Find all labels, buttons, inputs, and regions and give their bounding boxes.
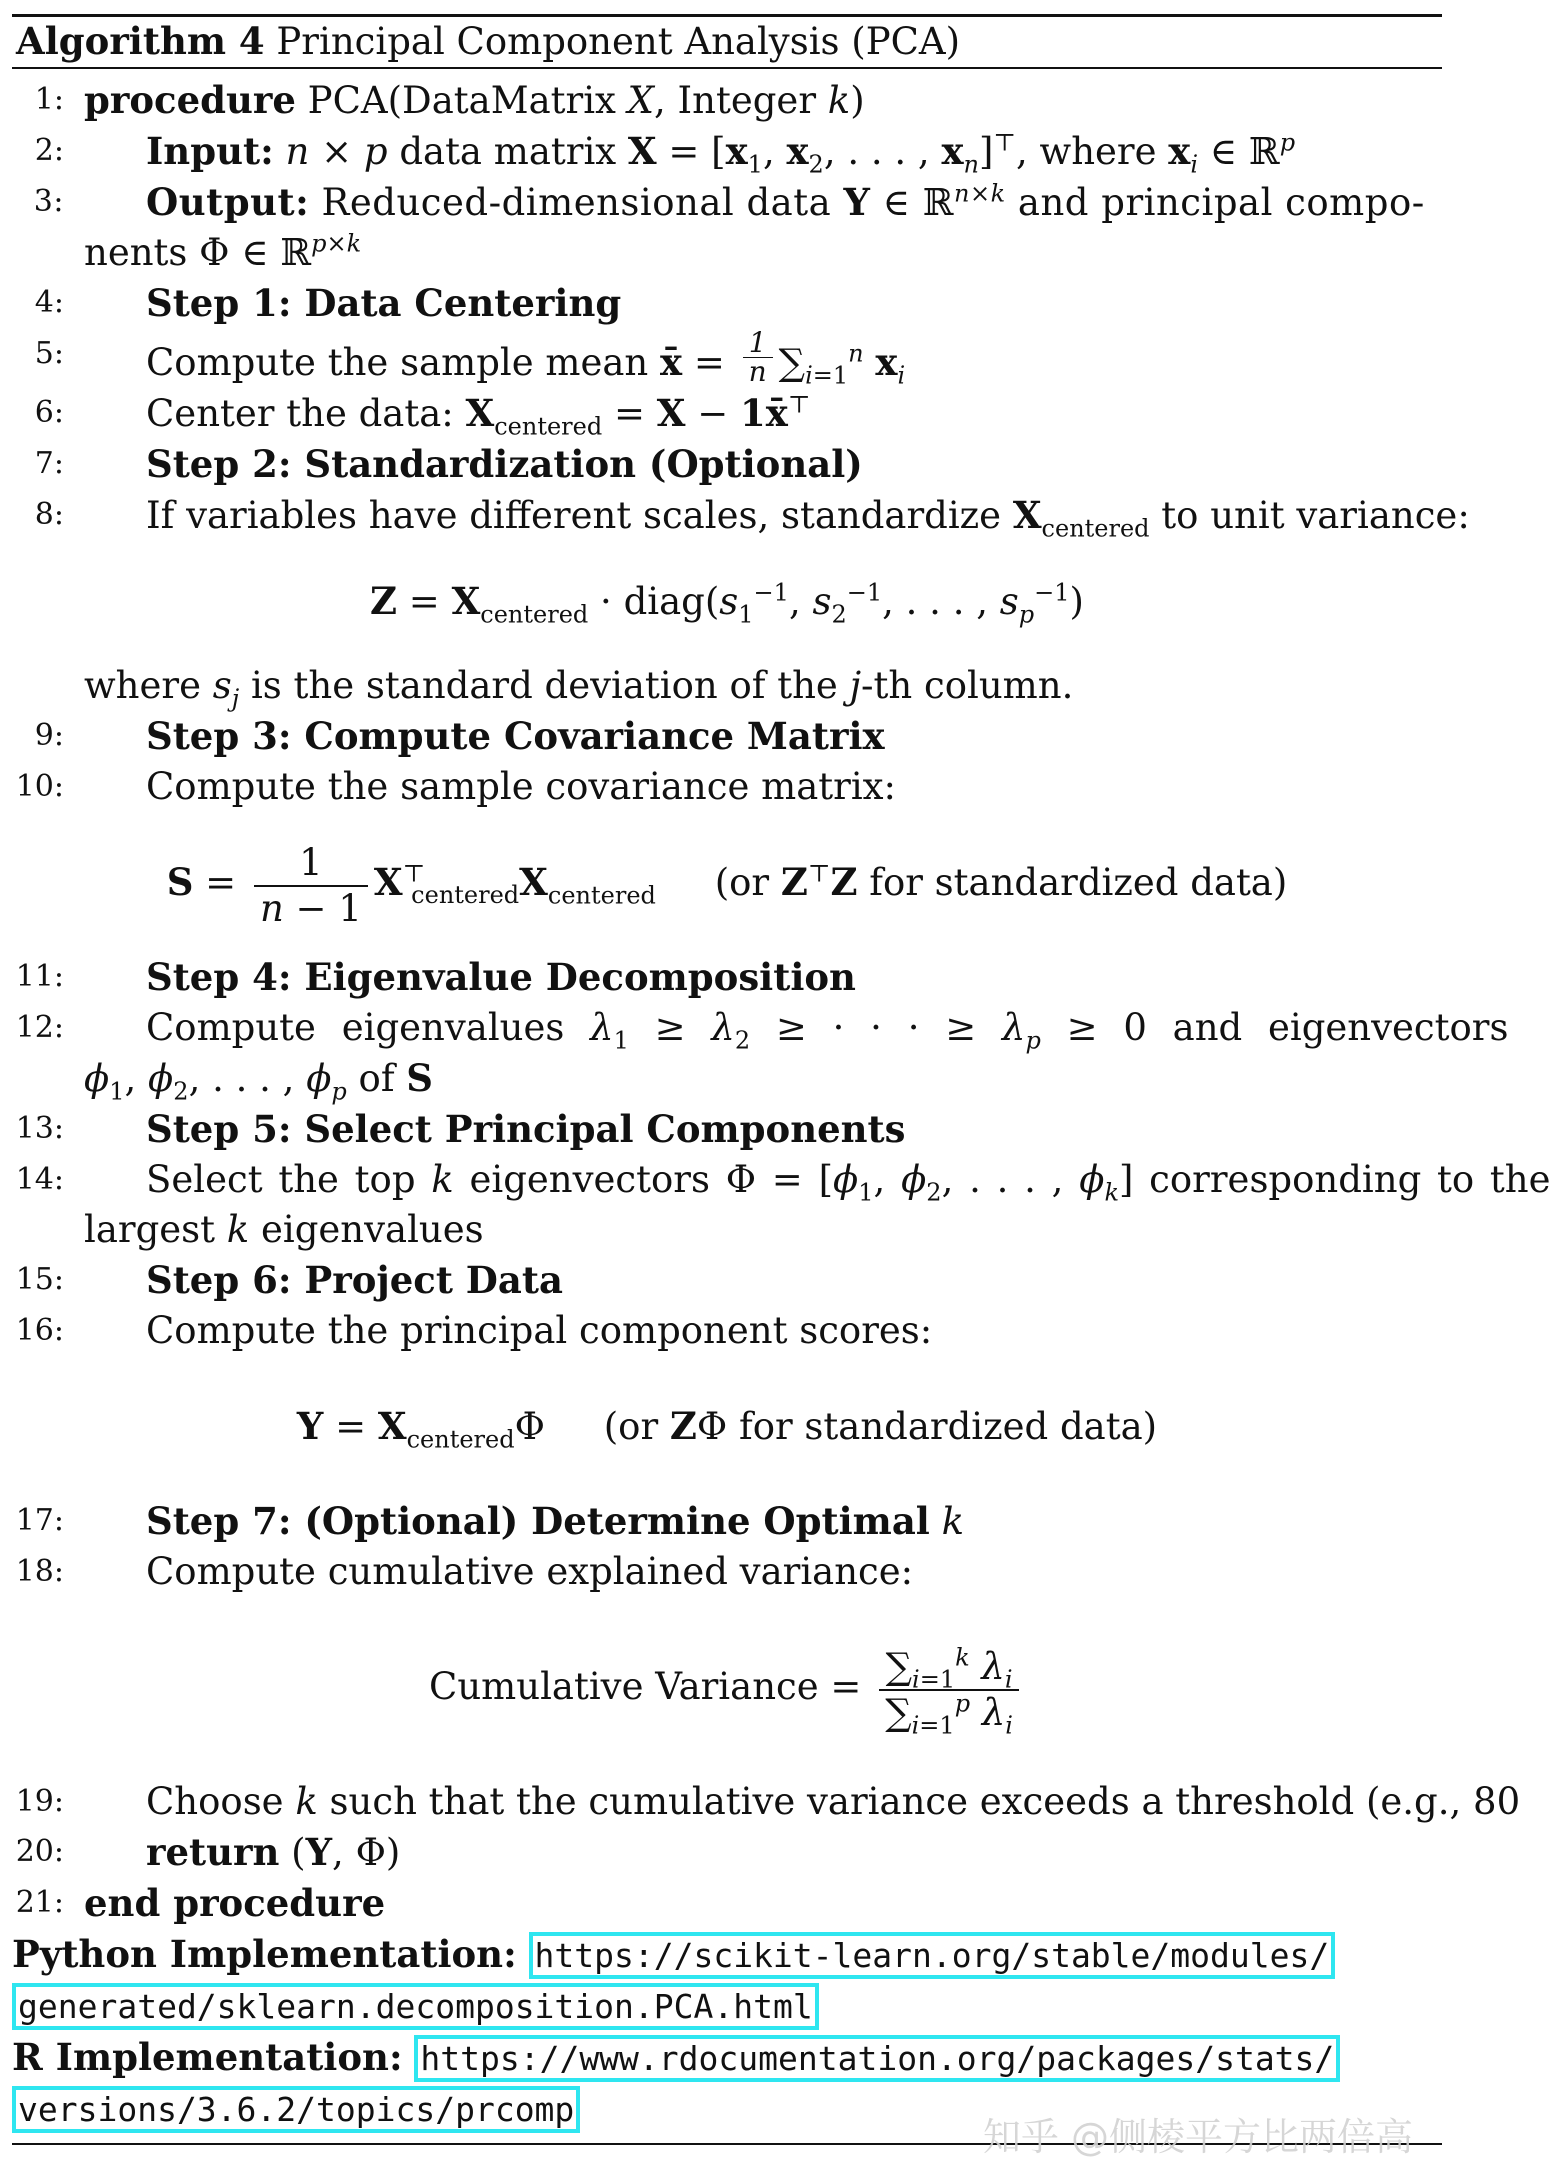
line-number: 21: [15, 1885, 64, 1920]
line-20: 20: return (Y, Φ) [12, 1827, 1442, 1878]
keyword-return: return [146, 1830, 280, 1874]
python-link-line2[interactable]: generated/sklearn.decomposition.PCA.html [12, 1983, 819, 2030]
equation-standardize: $Z = X_{centered}$ · $diag(s_1^{-1}$, $s_2^{-1}$, . . . , $s_p^{-1}$) [370, 578, 1084, 629]
line-17: 17: Step 7: (Optional) Determine Optimal k [12, 1496, 1442, 1547]
line-5: 5: Compute the sample mean x̄ = $\frac{1}{n}$ $\sum_{i=1}^n$ $x_i$ [12, 329, 1442, 388]
line-number: 15: [15, 1262, 64, 1297]
line-21 [12, 1878, 1442, 1929]
line-number: 2: [34, 133, 64, 168]
watermark: 知乎 @侧棱平方比两倍高 [982, 2115, 1413, 2159]
r-link-line1[interactable]: https://www.rdocumentation.org/packages/stats/ [414, 2035, 1340, 2082]
line-number: 7: [34, 446, 64, 481]
line-1: 1: procedure PCA(DataMatrix X, Integer k) [12, 75, 1442, 126]
line-12-cont: $\phi_1$, $\phi_2$, . . . , $\phi_p$ of S [84, 1056, 434, 1106]
line-12: 12: Compute eigenvalues $\lambda_1 \ge \lambda_2$ ≥ · · · ≥ $\lambda_p \ge 0$ and eigenvectors [12, 1003, 1442, 1053]
python-link-line1[interactable]: https://scikit-learn.org/stable/modules/ [529, 1932, 1336, 1979]
line-number: 10: [15, 769, 64, 804]
keyword-procedure: procedure [84, 78, 296, 122]
line-15: 15: Step 6: Project Data [12, 1255, 1442, 1306]
python-implementation-cont [12, 1981, 1442, 2032]
line-number: 18: [15, 1554, 64, 1589]
equation-cumulative-variance: Cumulative Variance = $\frac{\sum_{i=1}^k \lambda_i}{\sum_{i=1}^p \lambda_i}$ [12, 1597, 1442, 1777]
line-number: 5: [34, 336, 64, 371]
r-label: R Implementation: [12, 2035, 403, 2079]
line-9: 9: Step 3: Compute Covariance Matrix [12, 711, 1442, 762]
line-number: 3: [33, 184, 64, 219]
line-14-cont: largest k eigenvalues [84, 1208, 484, 1251]
line-19: 19: Choose k such that the cumulative variance exceeds a threshold (e.g., 80 [12, 1777, 1442, 1827]
algorithm-title: Principal Component Analysis (PCA) [276, 20, 961, 63]
scores-note: (or ZΦ for standardized data) [603, 1404, 1158, 1448]
line-number: 12: [15, 1010, 64, 1045]
line-16: 16: Compute the principal component scores: [12, 1306, 1442, 1356]
line-number: 17: [15, 1503, 64, 1538]
line-number: 1: [34, 82, 64, 117]
line-8: 8: If variables have different scales, standardize $X_{centered}$ to unit variance: [12, 490, 1442, 541]
equation-scores: $Y = X_{centered}\Phi$ (or ZΦ for standardized data) [296, 1404, 1158, 1454]
line-3-cont: nents Φ ∈ ℝ$^{p\times k}$ [84, 229, 362, 274]
keyword-input: Input: [146, 129, 274, 173]
algorithm-label: Algorithm 4 [16, 19, 265, 63]
r-implementation [12, 2032, 1442, 2084]
line-number: 19: [15, 1784, 64, 1819]
algorithm-header [12, 17, 1442, 67]
line-number: 6: [34, 395, 64, 430]
line-number: 13: [15, 1111, 64, 1146]
line-2: 2: Input: n × p data matrix $X = [x_1$, $x_2$, . . . , $x_n]^⊤$, where $x_i$ ∈ ℝ$^p$ [12, 126, 1442, 177]
line-11: 11: Step 4: Eigenvalue Decomposition [12, 952, 1442, 1003]
python-label: Python Implementation: [12, 1932, 517, 1976]
standardize-note: where $s_j$ is the standard deviation of the j-th column. [84, 664, 1074, 713]
algorithm-block [12, 14, 1551, 2145]
line-10: 10: Compute the sample covariance matrix: [12, 762, 1442, 812]
line-3: 3: Output: Reduced-dimensional data Y ∈ ℝ$^{n\times k}$ and principal compo- [12, 177, 1442, 228]
line-number: 4: [34, 285, 64, 320]
covariance-note: (or Z⊤Z for standardized data) [714, 859, 1288, 904]
r-link-line2[interactable]: versions/3.6.2/topics/prcomp [12, 2086, 580, 2133]
python-implementation [12, 1929, 1442, 1981]
line-14: 14: Select the top k eigenvectors $\Phi = [\phi_1$, $\phi_2$, . . . , $\phi_k$] corresponding to the [12, 1155, 1442, 1205]
keyword-output: Output: [146, 180, 310, 224]
line-number: 9: [34, 718, 64, 753]
line-13: 13: Step 5: Select Principal Components [12, 1104, 1442, 1155]
equation-covariance: S = $\frac{1}{n - 1}$ $X^⊤_{centered}X_{centered}$ (or Z⊤Z for standardized data) [166, 840, 1288, 930]
line-18: 18: Compute cumulative explained variance: [12, 1547, 1442, 1597]
line-number: 16: [15, 1313, 64, 1348]
cumvar-label: Cumulative Variance [429, 1665, 819, 1708]
keyword-end-procedure: end procedure [84, 1881, 386, 1925]
line-4: 4: Step 1: Data Centering [12, 278, 1442, 329]
line-number: 11: [15, 959, 64, 994]
line-number: 20: [15, 1834, 64, 1869]
line-7: 7: Step 2: Standardization (Optional) [12, 439, 1442, 490]
line-6: 6: Center the data: $X_{centered} = X$ − 1x̄⊤ [12, 388, 1442, 439]
line-number: 14: [15, 1162, 64, 1197]
line-number: 8: [34, 497, 64, 532]
